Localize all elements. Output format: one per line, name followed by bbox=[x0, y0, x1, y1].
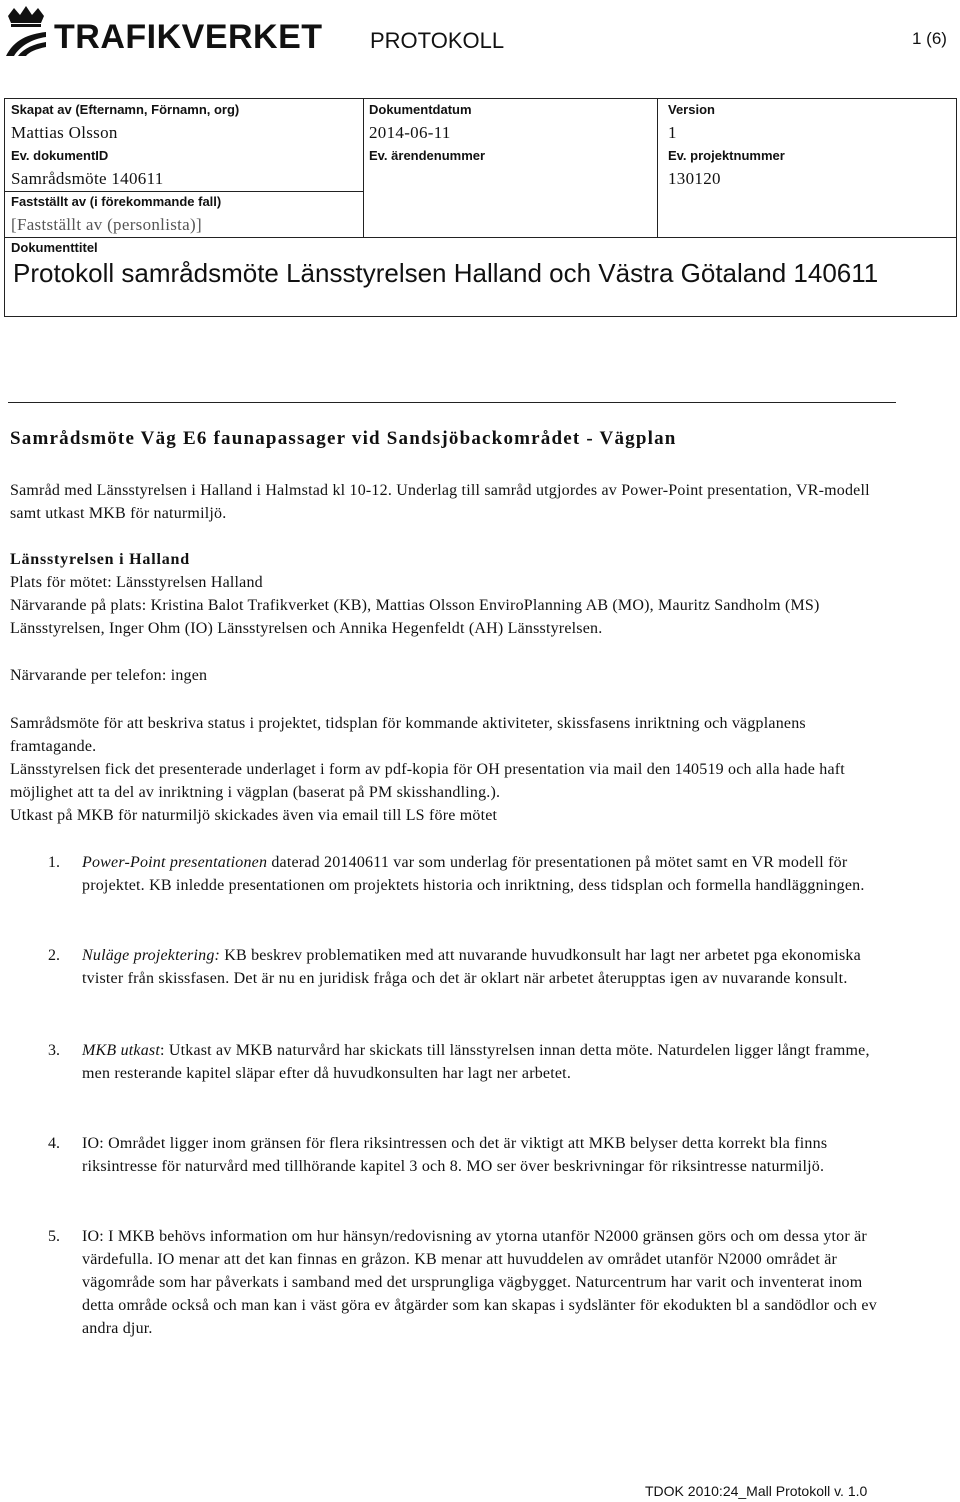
list-item bbox=[82, 1039, 892, 1085]
document-type: PROTOKOLL bbox=[370, 28, 505, 53]
intro-paragraph: Samråd med Länsstyrelsen i Halland i Halmstad kl 10-12. Underlag till samråd utgjordes av Power-Point presentation, VR-modell samt utkast MKB för naturmiljö. bbox=[10, 482, 870, 522]
document-metadata-box bbox=[4, 98, 957, 317]
attendees-phone: Närvarande per telefon: ingen bbox=[10, 667, 208, 684]
meeting-heading: Samrådsmöte Väg E6 faunapassager vid Sandsjöbackområdet - Vägplan bbox=[10, 428, 677, 449]
attendees-present: Närvarande på plats: Kristina Balot Trafikverket (KB), Mattias Olsson EnviroPlanning AB (MO), Mauritz Sandholm (MS) Länsstyrelsen, Inger Ohm (IO) Länsstyrelsen och Annika Hegenfeldt (AH) Länsstyrelsen. bbox=[10, 597, 820, 637]
list-item-number: 1. bbox=[48, 854, 60, 871]
list-item bbox=[82, 1132, 892, 1178]
list-item-text: IO: Området ligger inom gränsen för flera riksintressen och det är viktigt att MKB belyser detta korrekt bla finns riksintresse för naturvård med tillhörande kapitel 3 och 8. MO ser över beskrivningar för riksintresse naturmiljö. bbox=[82, 1135, 828, 1175]
list-item-lead: Nuläge projektering: bbox=[82, 947, 221, 964]
document-date-value: 2014-06-11 bbox=[369, 123, 451, 142]
document-title: Protokoll samrådsmöte Länsstyrelsen Halland och Västra Götaland 140611 bbox=[13, 258, 879, 288]
list-item bbox=[82, 944, 892, 990]
list-item-number: 4. bbox=[48, 1135, 60, 1152]
approved-by-value: [Fastställt av (personlista)] bbox=[11, 215, 202, 234]
list-item-text: IO: I MKB behövs information om hur hänsyn/redovisning av ytorna utanför N2000 gränsen görs och om dessa ytor är värdefulla. IO menar att det kan finnas en gråzon. KB menar att huvuddelen av området utanför N2000 området är vägområde som har påverkats i samband med det ursprungliga vägbygget. Naturcentrum har varit och inventerat inom detta område också och man kan i väst göra ev åtgärder som kan skapas i sydslänter för ekodukten bl a sandödlor och ev andra djur. bbox=[82, 1228, 877, 1337]
created-by-value: Mattias Olsson bbox=[11, 123, 118, 142]
summary-paragraph-3: Utkast på MKB för naturmiljö skickades även via email till LS före mötet bbox=[10, 807, 498, 824]
document-date-label: Dokumentdatum bbox=[369, 102, 472, 117]
list-item bbox=[82, 1225, 892, 1340]
list-item-lead: MKB utkast bbox=[82, 1042, 160, 1059]
meeting-place: Plats för mötet: Länsstyrelsen Halland bbox=[10, 574, 263, 591]
list-item-lead: Power-Point presentationen bbox=[82, 854, 268, 871]
created-by-label: Skapat av (Efternamn, Förnamn, org) bbox=[11, 102, 240, 117]
project-number-label: Ev. projektnummer bbox=[668, 148, 785, 163]
document-id-value: Samrådsmöte 140611 bbox=[11, 169, 164, 188]
approved-by-label: Fastställt av (i förekommande fall) bbox=[11, 194, 222, 209]
heading-rule bbox=[8, 402, 896, 403]
version-value: 1 bbox=[668, 123, 677, 142]
list-item bbox=[82, 851, 892, 897]
list-item-text: KB beskrev problematiken med att nuvarande huvudkonsult har lagt ner arbetet pga ekonomiska tvister från skissfasen. Det är nu en juridisk fråga och det är oklart när arbetet återupptas igen av nuvarande konsult. bbox=[82, 947, 861, 987]
list-item-number: 2. bbox=[48, 947, 60, 964]
brand-name: TRAFIKVERKET bbox=[54, 18, 323, 56]
version-label: Version bbox=[668, 102, 715, 117]
summary-paragraph-2: Länsstyrelsen fick det presenterade underlaget i form av pdf-kopia för OH presentation via mail den 140519 och alla hade haft möjlighet att ta del av inriktning i vägplan (baserat på PM skisshandling.). bbox=[10, 761, 845, 801]
list-item-text: : Utkast av MKB naturvård har skickats till länsstyrelsen innan detta möte. Naturdelen ligger långt framme, men resterande kapitel släpar efter då huvudkonsulten har lagt ner arbetet. bbox=[82, 1042, 870, 1082]
case-number-label: Ev. ärendenummer bbox=[369, 148, 486, 163]
document-id-label: Ev. dokumentID bbox=[11, 148, 109, 163]
list-item-number: 3. bbox=[48, 1042, 60, 1059]
page-number: 1 (6) bbox=[912, 29, 947, 48]
section-title: Länsstyrelsen i Halland bbox=[10, 551, 190, 568]
list-item-number: 5. bbox=[48, 1228, 60, 1245]
template-footer: TDOK 2010:24_Mall Protokoll v. 1.0 bbox=[645, 1483, 868, 1499]
list-item-text: daterad 20140611 var som underlag för presentationen på mötet samt en VR modell för projektet. KB inledde presentationen om projektets historia och inriktning, dess tidsplan och formella handläggningen. bbox=[82, 854, 865, 894]
project-number-value: 130120 bbox=[668, 169, 721, 188]
document-title-label: Dokumenttitel bbox=[11, 240, 98, 255]
summary-paragraph-1: Samrådsmöte för att beskriva status i projektet, tidsplan för kommande aktiviteter, skissfasens inriktning och vägplanens framtagande. bbox=[10, 715, 806, 755]
trafikverket-crown-logo bbox=[4, 6, 48, 60]
